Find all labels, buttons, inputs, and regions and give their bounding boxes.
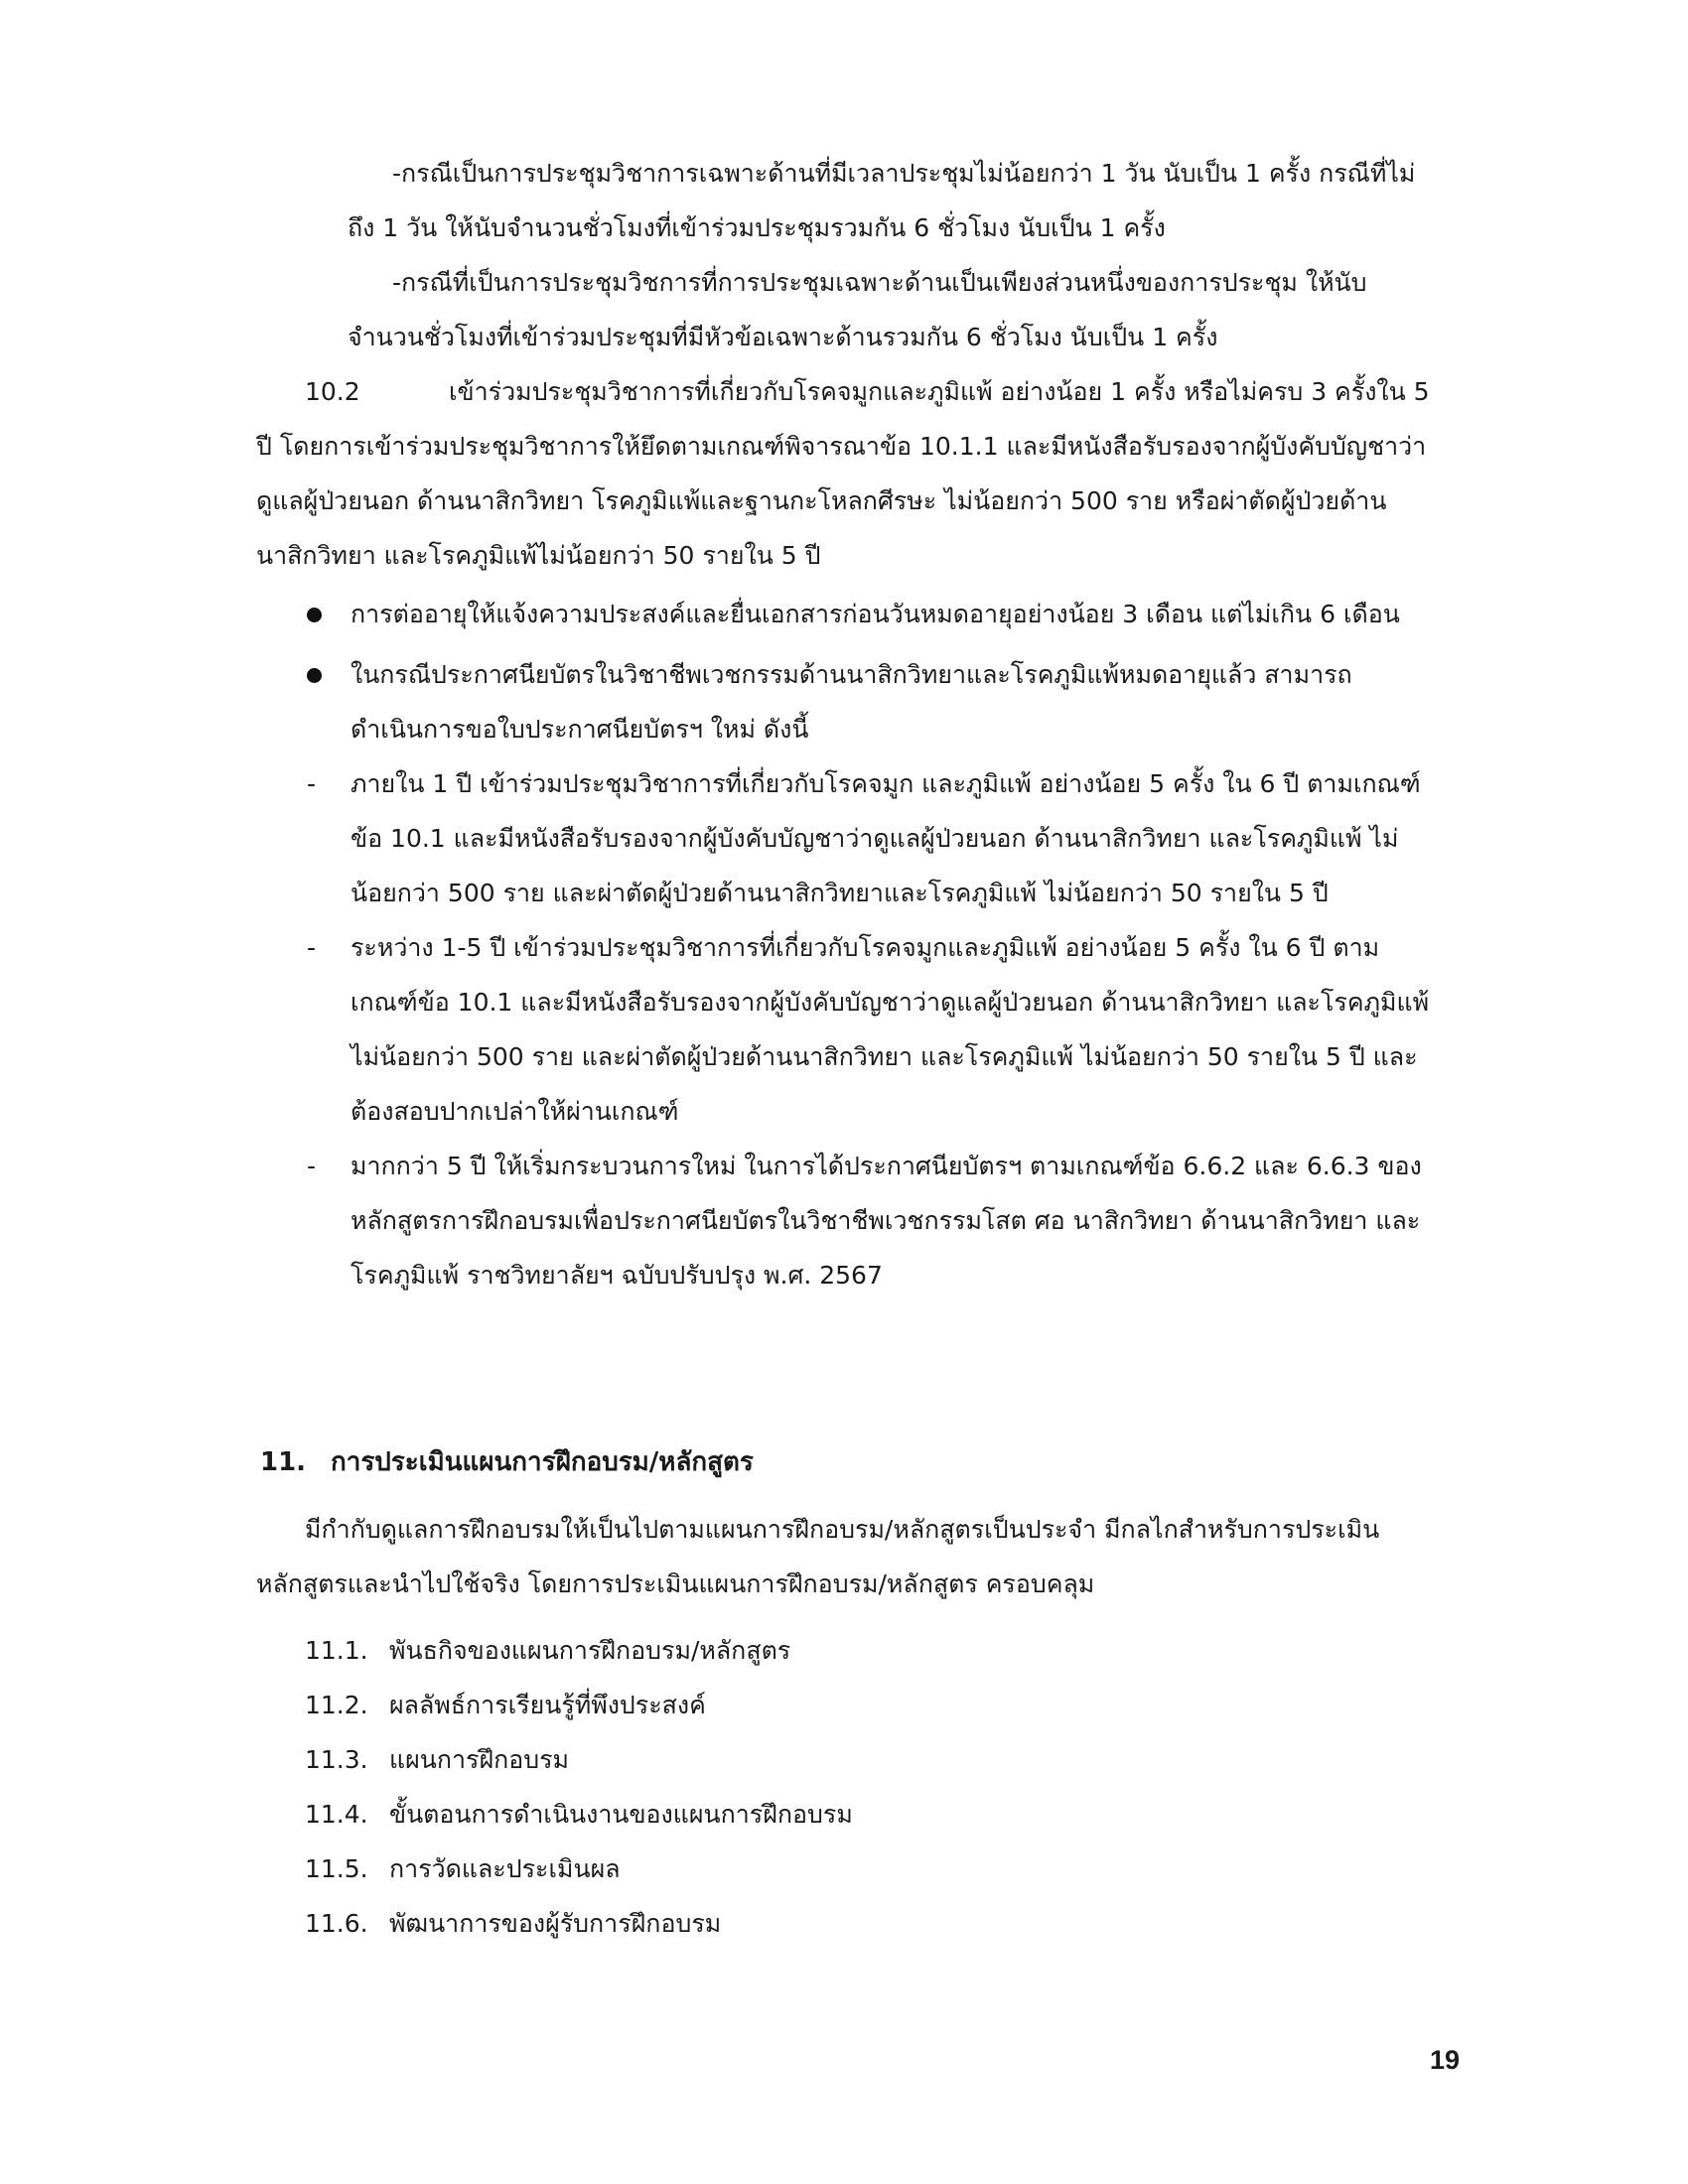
bullet-icon bbox=[307, 608, 322, 622]
paragraph-line: หลักสูตรและนำไปใช้จริง โดยการประเมินแผนการฝึกอบรม/หลักสูตร ครอบคลุม bbox=[256, 1570, 1095, 1598]
subitem-text: ขั้นตอนการดำเนินงานของแผนการฝึกอบรม bbox=[389, 1800, 853, 1829]
paragraph-line: ดูแลผู้ป่วยนอก ด้านนาสิกวิทยา โรคภูมิแพ้และฐานกะโหลกศีรษะ ไม่น้อยกว่า 500 ราย หรือผ่าตัดผู้ป่วยด้าน bbox=[256, 486, 1387, 515]
section-number: 11. bbox=[260, 1447, 307, 1477]
paragraph-line: ปี โดยการเข้าร่วมประชุมวิชาการให้ยึดตามเกณฑ์พิจารณาข้อ 10.1.1 และมีหนังสือรับรองจากผู้บังคับบัญชาว่า bbox=[256, 432, 1427, 461]
subitem-text: ผลลัพธ์การเรียนรู้ที่พึงประสงค์ bbox=[389, 1691, 706, 1719]
dash-marker: - bbox=[307, 1152, 317, 1180]
subitem-text: พัฒนาการของผู้รับการฝึกอบรม bbox=[389, 1909, 722, 1938]
bullet-text: ดำเนินการขอใบประกาศนียบัตรฯ ใหม่ ดังนี้ bbox=[351, 715, 809, 744]
section-title: การประเมินแผนการฝึกอบรม/หลักสูตร bbox=[331, 1447, 754, 1477]
paragraph-line: -กรณีเป็นการประชุมวิชาการเฉพาะด้านที่มีเวลาประชุมไม่น้อยกว่า 1 วัน นับเป็น 1 ครั้ง กรณีที่ไม่ bbox=[392, 159, 1416, 188]
list-item-line: ระหว่าง 1-5 ปี เข้าร่วมประชุมวิชาการที่เกี่ยวกับโรคจมูกและภูมิแพ้ อย่างน้อย 5 ครั้ง ใน 6 ปี ตาม bbox=[351, 933, 1380, 962]
list-item-line: น้อยกว่า 500 ราย และผ่าตัดผู้ป่วยด้านนาสิกวิทยาและโรคภูมิแพ้ ไม่น้อยกว่า 50 รายใน 5 ปี bbox=[351, 879, 1329, 907]
subitem-number: 11.1. bbox=[305, 1636, 368, 1665]
list-item-line: ต้องสอบปากเปล่าให้ผ่านเกณฑ์ bbox=[351, 1097, 679, 1126]
page-number: 19 bbox=[1430, 2045, 1461, 2075]
list-item-line: หลักสูตรการฝึกอบรมเพื่อประกาศนียบัตรในวิชาชีพเวชกรรมโสต ศอ นาสิกวิทยา ด้านนาสิกวิทยา และ bbox=[351, 1206, 1421, 1235]
subitem-number: 11.2. bbox=[305, 1691, 368, 1719]
item-number: 10.2 bbox=[305, 377, 360, 406]
paragraph-line: จำนวนชั่วโมงที่เข้าร่วมประชุมที่มีหัวข้อเฉพาะด้านรวมกัน 6 ชั่วโมง นับเป็น 1 ครั้ง bbox=[348, 323, 1218, 351]
paragraph-line: นาสิกวิทยา และโรคภูมิแพ้ไม่น้อยกว่า 50 รายใน 5 ปี bbox=[256, 541, 821, 570]
bullet-text: ในกรณีประกาศนียบัตรในวิชาชีพเวชกรรมด้านนาสิกวิทยาและโรคภูมิแพ้หมดอายุแล้ว สามารถ bbox=[351, 660, 1352, 689]
dash-marker: - bbox=[307, 933, 317, 962]
bullet-icon bbox=[307, 668, 322, 683]
list-item-line: มากกว่า 5 ปี ให้เริ่มกระบวนการใหม่ ในการได้ประกาศนียบัตรฯ ตามเกณฑ์ข้อ 6.6.2 และ 6.6.3 ของ bbox=[351, 1152, 1422, 1180]
paragraph-line: มีกำกับดูแลการฝึกอบรมให้เป็นไปตามแผนการฝึกอบรม/หลักสูตรเป็นประจำ มีกลไกสำหรับการประเมิน bbox=[305, 1515, 1380, 1544]
list-item-line: โรคภูมิแพ้ ราชวิทยาลัยฯ ฉบับปรับปรุง พ.ศ. 2567 bbox=[351, 1261, 883, 1290]
subitem-text: พันธกิจของแผนการฝึกอบรม/หลักสูตร bbox=[389, 1636, 791, 1665]
subitem-number: 11.6. bbox=[305, 1909, 368, 1938]
bullet-text: การต่ออายุให้แจ้งความประสงค์และยื่นเอกสารก่อนวันหมดอายุอย่างน้อย 3 เดือน แต่ไม่เกิน 6 เดือน bbox=[351, 600, 1400, 628]
list-item-line: ภายใน 1 ปี เข้าร่วมประชุมวิชาการที่เกี่ยวกับโรคจมูก และภูมิแพ้ อย่างน้อย 5 ครั้ง ใน 6 ปี ตามเกณฑ์ bbox=[351, 769, 1421, 798]
subitem-number: 11.3. bbox=[305, 1745, 368, 1774]
list-item-line: ข้อ 10.1 และมีหนังสือรับรองจากผู้บังคับบัญชาว่าดูแลผู้ป่วยนอก ด้านนาสิกวิทยา และโรคภูมิแพ้ ไม่ bbox=[351, 824, 1399, 853]
list-item-line: เกณฑ์ข้อ 10.1 และมีหนังสือรับรองจากผู้บังคับบัญชาว่าดูแลผู้ป่วยนอก ด้านนาสิกวิทยา และโรคภูมิแพ้ bbox=[351, 988, 1430, 1017]
subitem-number: 11.4. bbox=[305, 1800, 368, 1829]
list-item-line: ไม่น้อยกว่า 500 ราย และผ่าตัดผู้ป่วยด้านนาสิกวิทยา และโรคภูมิแพ้ ไม่น้อยกว่า 50 รายใน 5 ปี และ bbox=[351, 1042, 1418, 1071]
subitem-number: 11.5. bbox=[305, 1854, 368, 1883]
subitem-text: การวัดและประเมินผล bbox=[389, 1854, 621, 1883]
paragraph-line: ถึง 1 วัน ให้นับจำนวนชั่วโมงที่เข้าร่วมประชุมรวมกัน 6 ชั่วโมง นับเป็น 1 ครั้ง bbox=[348, 213, 1166, 242]
subitem-text: แผนการฝึกอบรม bbox=[389, 1745, 570, 1774]
paragraph-line: เข้าร่วมประชุมวิชาการที่เกี่ยวกับโรคจมูกและภูมิแพ้ อย่างน้อย 1 ครั้ง หรือไม่ครบ 3 ครั้งใน 5 bbox=[449, 377, 1430, 406]
dash-marker: - bbox=[307, 769, 317, 798]
paragraph-line: -กรณีที่เป็นการประชุมวิชการที่การประชุมเฉพาะด้านเป็นเพียงส่วนหนึ่งของการประชุม ให้นับ bbox=[392, 268, 1367, 297]
